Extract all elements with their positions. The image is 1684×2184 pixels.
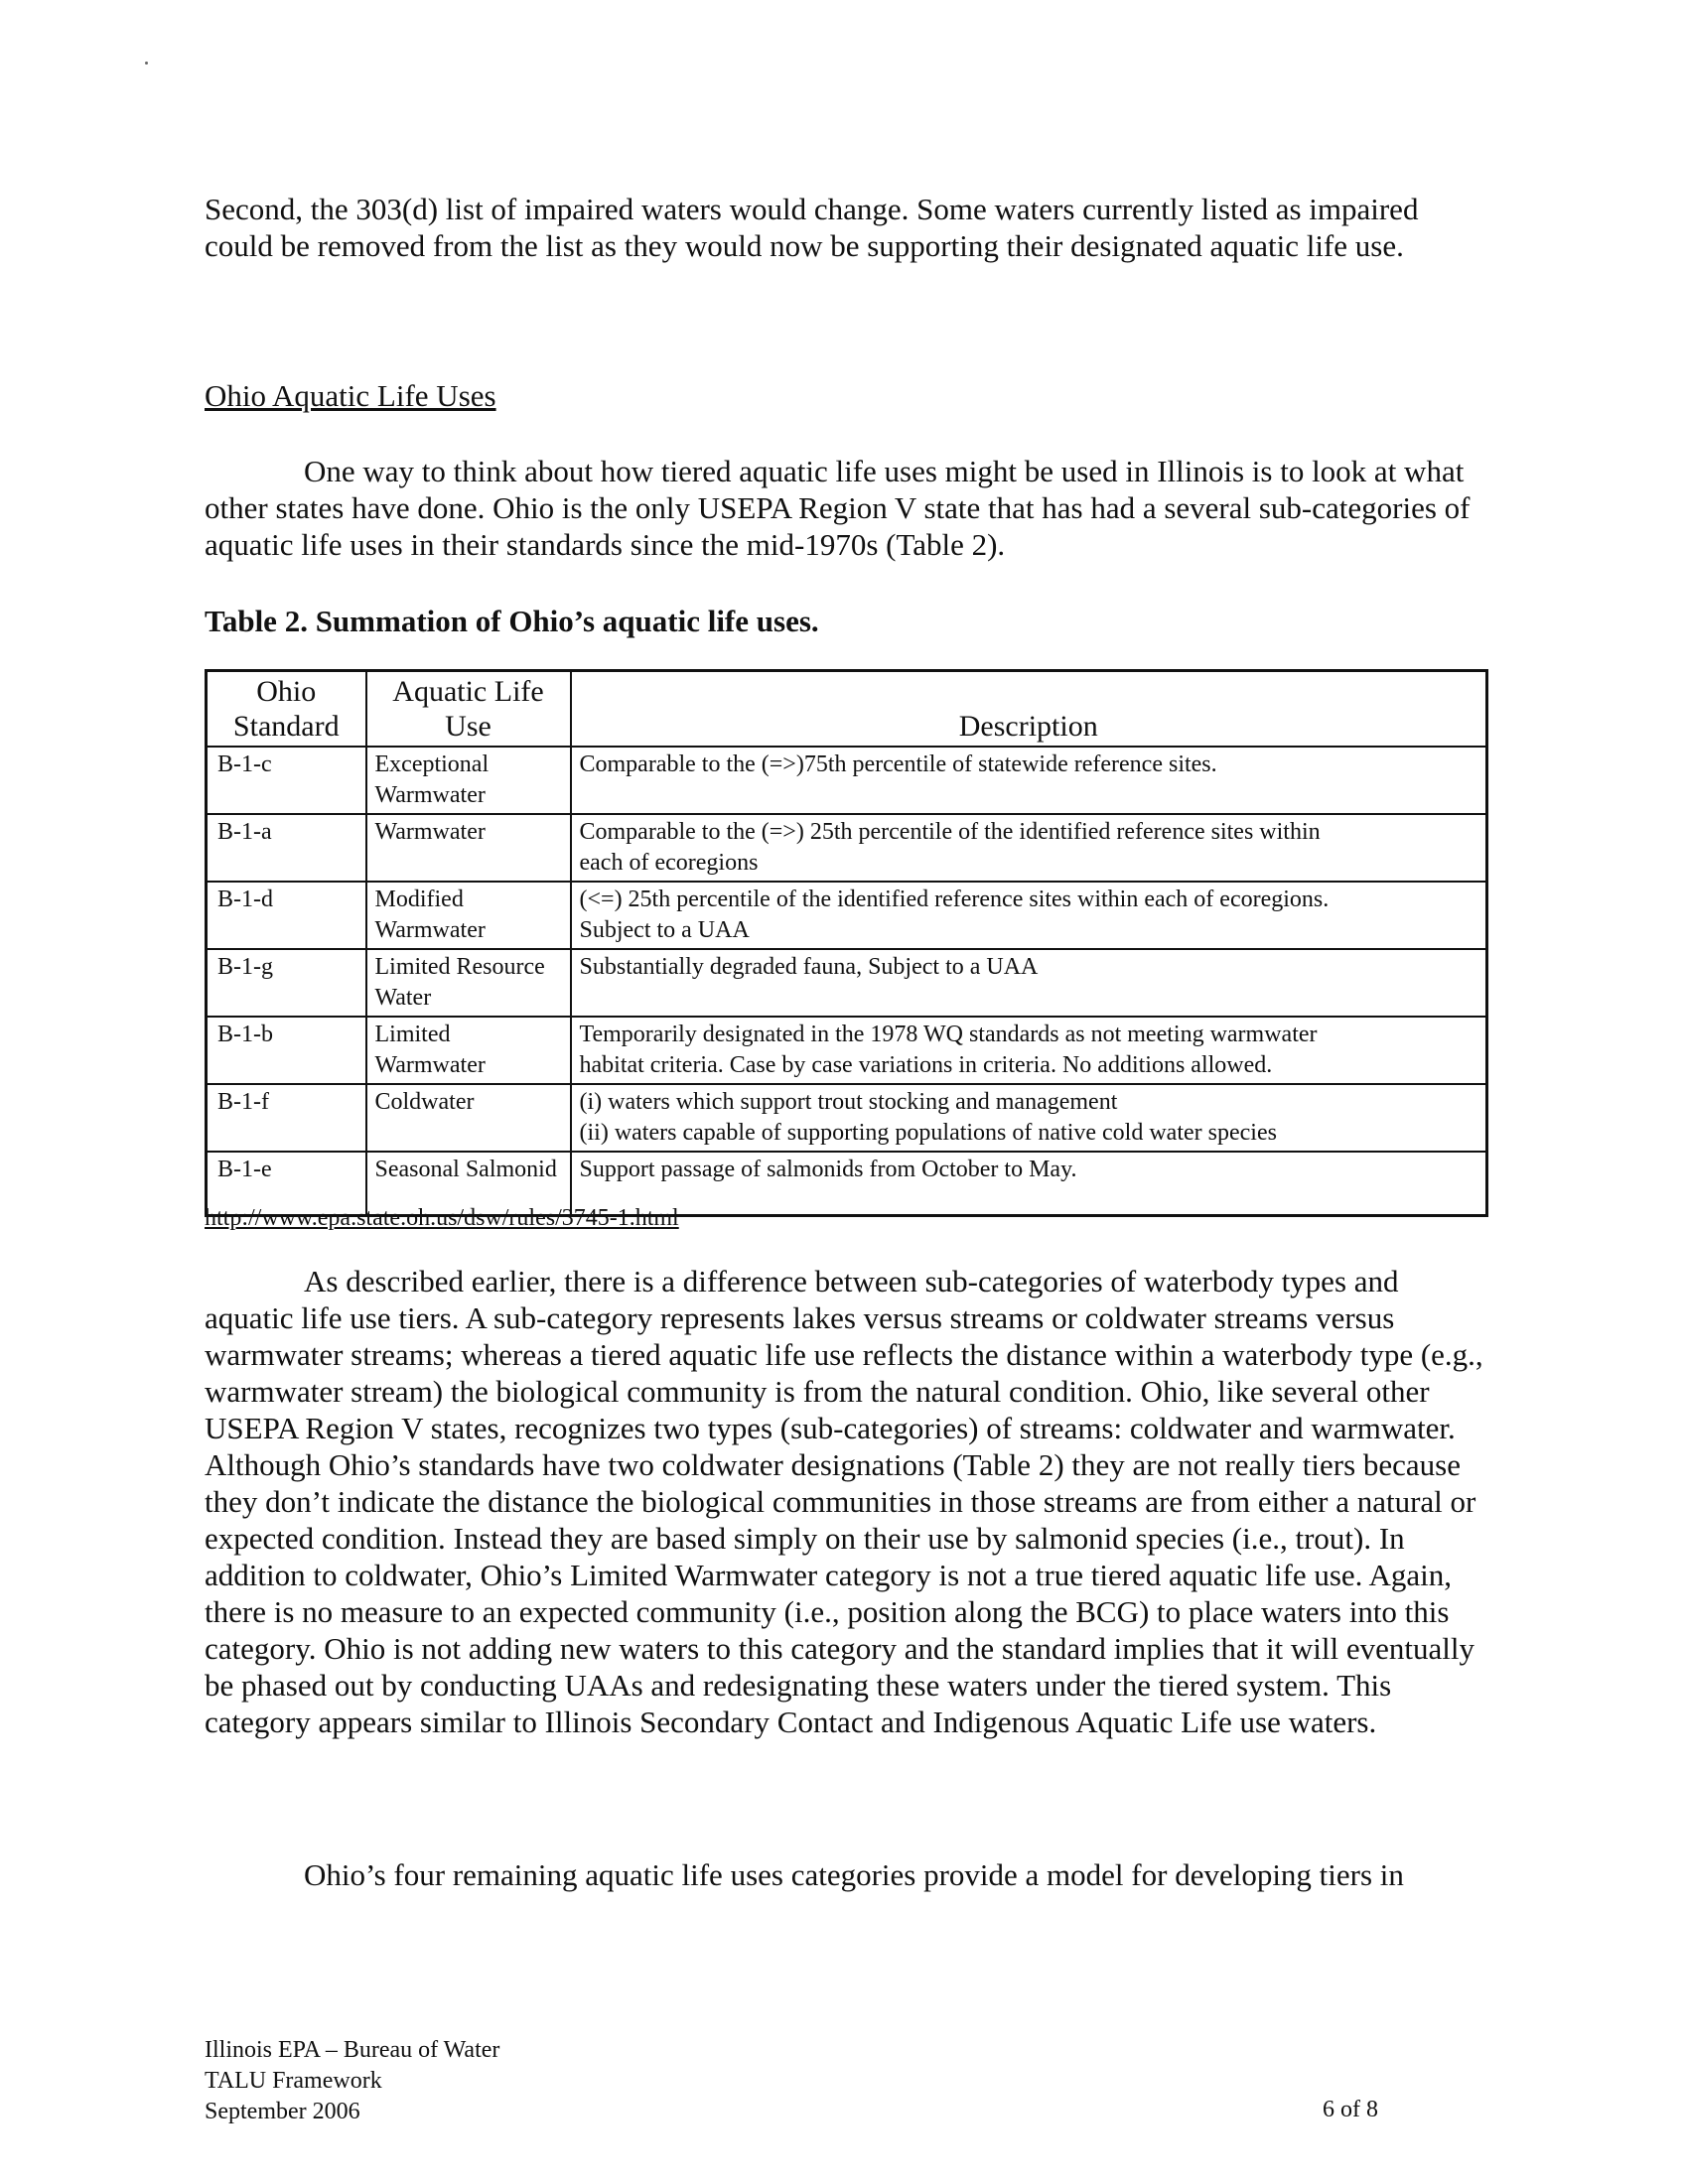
- scan-speck: [145, 62, 148, 65]
- footer-document: TALU Framework: [205, 2068, 382, 2094]
- standard-code: B-1-d: [207, 882, 366, 949]
- standard-code: B-1-f: [207, 1084, 366, 1152]
- table-row: [207, 814, 1487, 882]
- table-row: [207, 747, 1487, 814]
- use-description: [571, 1084, 1487, 1152]
- section-heading: Ohio Aquatic Life Uses: [205, 378, 496, 413]
- paragraph-subcategories: As described earlier, there is a difference between sub-categories of waterbody types and aquatic life use tiers. A sub-category represents lakes versus streams or coldwater streams versus warmwater streams; whereas a tiered aquatic life use reflects the distance within a waterbody type (e.g., warmwater stream) the biological community is from the natural condition. Ohio, like several other USEPA Region V states, recognizes two types (sub-categories) of streams: coldwater and warmwater. Although Ohio’s standards have two coldwater designations (Table 2) they are not really tiers because they don’t indicate the distance the biological communities in those streams are from either a natural or expected condition. Instead they are based simply on their use by salmonid species (i.e., trout). In addition to coldwater, Ohio’s Limited Warmwater category is not a true tiered aquatic life use. Again, there is no measure to an expected community (i.e., position along the BCG) to place waters into this category. Ohio is not adding new waters to this category and the standard implies that it will eventually be phased out by conducting UAAs and redesignating these waters under the tiered system. This category appears similar to Illinois Secondary Contact and Indigenous Aquatic Life use waters.: [205, 1264, 1483, 1739]
- use-description: [571, 949, 1487, 1017]
- paragraph-303d: Second, the 303(d) list of impaired waters would change. Some waters currently listed as impaired could be removed from the list as they would now be supporting their designated aquatic life use.: [205, 192, 1419, 263]
- description-line: Comparable to the (=>)75th percentile of statewide reference sites.: [579, 751, 1217, 777]
- table-row: [207, 949, 1487, 1017]
- footer-date: September 2006: [205, 2099, 360, 2124]
- description-line: Support passage of salmonids from October to May.: [579, 1157, 1077, 1182]
- description-line: Subject to a UAA: [579, 917, 750, 943]
- header-aquatic-life-use: Aquatic Life Use: [366, 671, 571, 748]
- page-number: 6 of 8: [1323, 2097, 1378, 2122]
- table-row: [207, 1084, 1487, 1152]
- header-ohio-standard: Ohio Standard: [207, 671, 366, 748]
- table-caption: Table 2. Summation of Ohio’s aquatic life uses.: [205, 604, 819, 638]
- use-description: [571, 747, 1487, 814]
- page-footer: [205, 2035, 499, 2127]
- description-line: (<=) 25th percentile of the identified reference sites within each of ecoregions.: [579, 887, 1330, 912]
- table-header-row: [207, 671, 1487, 748]
- table-row: [207, 1017, 1487, 1084]
- source-link[interactable]: http://www.epa.state.oh.us/dsw/rules/3745-1.html: [205, 1205, 679, 1231]
- paragraph-ohio-intro: One way to think about how tiered aquatic life uses might be used in Illinois is to look at what other states have done. Ohio is the only USEPA Region V state that has had a several sub-categories of aquatic life uses in their standards since the mid-1970s (Table 2).: [205, 454, 1471, 562]
- standard-code: B-1-b: [207, 1017, 366, 1084]
- use-name: Warmwater: [366, 814, 571, 882]
- table-row: [207, 882, 1487, 949]
- use-name: Modified Warmwater: [366, 882, 571, 949]
- description-line: (i) waters which support trout stocking and management: [579, 1089, 1118, 1115]
- description-line: Substantially degraded fauna, Subject to a UAA: [579, 954, 1039, 980]
- description-line: habitat criteria. Case by case variations in criteria. No additions allowed.: [579, 1052, 1273, 1078]
- footer-agency: Illinois EPA – Bureau of Water: [205, 2037, 500, 2063]
- use-name: Coldwater: [366, 1084, 571, 1152]
- use-name: Limited Warmwater: [366, 1017, 571, 1084]
- description-line: each of ecoregions: [579, 850, 759, 876]
- standard-code: B-1-g: [207, 949, 366, 1017]
- description-line: Comparable to the (=>) 25th percentile of the identified reference sites within: [579, 819, 1321, 845]
- standard-code: B-1-e: [207, 1152, 366, 1216]
- use-description: [571, 814, 1487, 882]
- paragraph-remaining-uses: Ohio’s four remaining aquatic life uses categories provide a model for developing tiers in: [304, 1857, 1404, 1892]
- header-description: Description: [571, 671, 1487, 748]
- use-name: Limited Resource Water: [366, 949, 571, 1017]
- use-description: [571, 1017, 1487, 1084]
- standard-code: B-1-a: [207, 814, 366, 882]
- standard-code: B-1-c: [207, 747, 366, 814]
- aquatic-life-uses-table: [205, 669, 1488, 1217]
- use-name: Seasonal Salmonid: [366, 1152, 571, 1216]
- use-name: Exceptional Warmwater: [366, 747, 571, 814]
- use-description: [571, 882, 1487, 949]
- use-description: [571, 1152, 1487, 1216]
- description-line: Temporarily designated in the 1978 WQ standards as not meeting warmwater: [579, 1022, 1318, 1047]
- description-line: (ii) waters capable of supporting populations of native cold water species: [579, 1120, 1277, 1146]
